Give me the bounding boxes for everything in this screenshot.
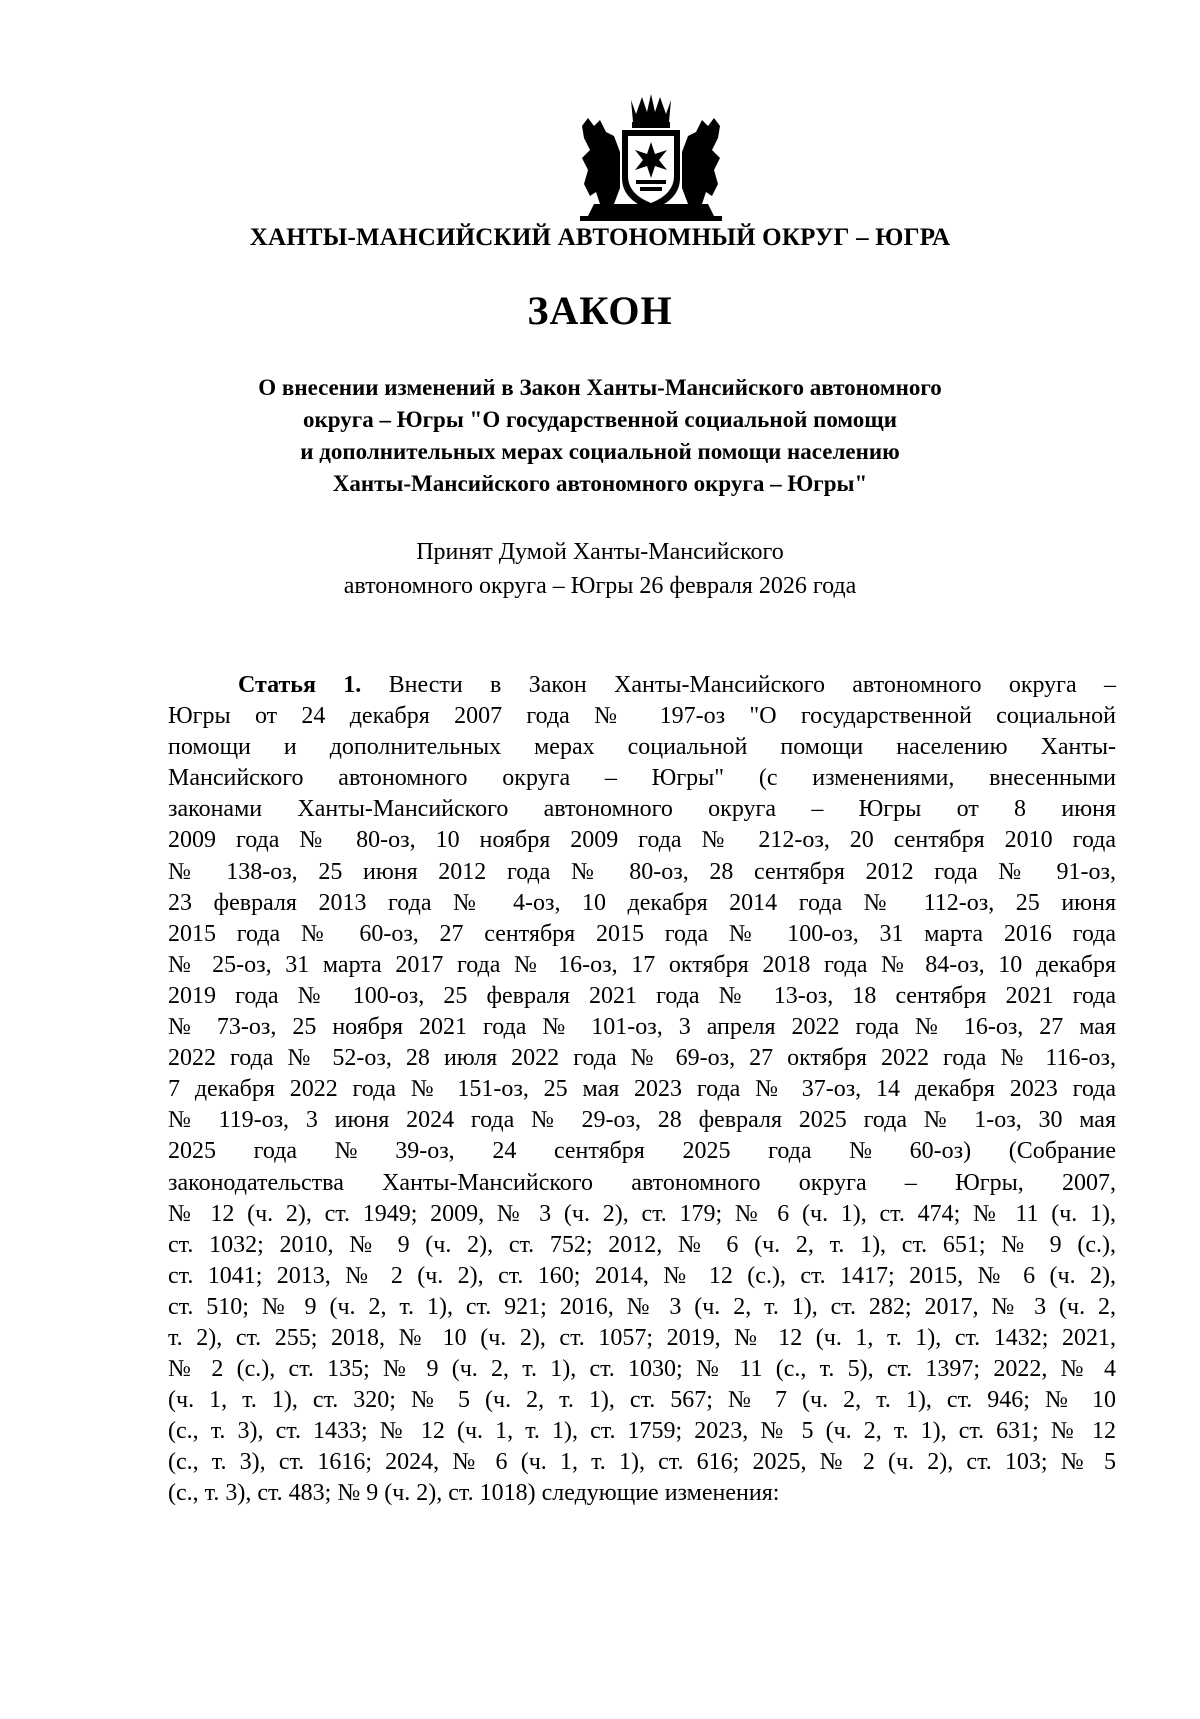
article-word: 60-оз) <box>909 1138 972 1165</box>
article-line: ст. 1032; 2010, № 9 (ч. 2), ст. 752; 2012, № 6 (ч. 2, т. 1), ст. 651; № 9 (с.), <box>168 1231 1116 1258</box>
article-line: (с., т. 3), ст. 1616; 2024, № 6 (ч. 1, т. 1), ст. 616; 2025, № 2 (ч. 2), ст. 103; № 5 <box>168 1449 1116 1476</box>
article-line: 7 декабря 2022 года № 151-оз, 25 мая 2023 года № 37-оз, 14 декабря 2023 года <box>168 1076 1116 1103</box>
article-word: сентября <box>553 1138 645 1165</box>
article-word: 39-оз, <box>395 1138 455 1165</box>
adoption-line: Принят Думой Ханты-Мансийского <box>416 539 784 565</box>
article-line: законами Ханты-Мансийского автономного округа – Югры от 8 июня <box>168 796 1116 823</box>
article-line: (с., т. 3), ст. 483; № 9 (ч. 2), ст. 1018) следующие изменения: <box>168 1480 780 1507</box>
article-line: № 138-оз, 25 июня 2012 года № 80-оз, 28 сентября 2012 года № 91-оз, <box>168 858 1116 885</box>
article-line: № 12 (ч. 2), ст. 1949; 2009, № 3 (ч. 2), ст. 179; № 6 (ч. 1), ст. 474; № 11 (ч. 1), <box>168 1200 1116 1227</box>
article-line: 2009 года № 80-оз, 10 ноября 2009 года № 212-оз, 20 сентября 2010 года <box>168 827 1116 854</box>
article-line: (ч. 1, т. 1), ст. 320; № 5 (ч. 2, т. 1), ст. 567; № 7 (ч. 2, т. 1), ст. 946; № 10 <box>168 1387 1116 1414</box>
subject-line: и дополнительных мерах социальной помощи населению <box>300 439 900 464</box>
article-line: Мансийского автономного округа – Югры" (с изменениями, внесенными <box>168 765 1116 792</box>
article-first-line-text: Внести в Закон Ханты-Мансийского автономного округа – <box>388 672 1117 698</box>
document-type-title: ЗАКОН <box>527 288 673 333</box>
article-line: № 73-оз, 25 ноября 2021 года № 101-оз, 3 апреля 2022 года № 16-оз, 27 мая <box>168 1014 1116 1041</box>
article-line: законодательства Ханты-Мансийского автономного округа – Югры, 2007, <box>168 1169 1116 1196</box>
article-word: 2025 <box>168 1138 216 1165</box>
article-word: года <box>253 1138 298 1165</box>
article-line: 23 февраля 2013 года № 4-оз, 10 декабря 2014 года № 112-оз, 25 июня <box>168 889 1116 916</box>
article-line: 2019 года № 100-оз, 25 февраля 2021 года № 13-оз, 18 сентября 2021 года <box>168 982 1116 1009</box>
article-line <box>168 1136 1116 1167</box>
article-line: ст. 510; № 9 (ч. 2, т. 1), ст. 921; 2016, № 3 (ч. 2, т. 1), ст. 282; 2017, № 3 (ч. 2, <box>168 1293 1116 1320</box>
article-line: Югры от 24 декабря 2007 года № 197-оз "О государственной социальной <box>168 703 1116 730</box>
article-line: 2022 года № 52-оз, 28 июля 2022 года № 69-оз, 27 октября 2022 года № 116-оз, <box>168 1045 1116 1072</box>
law-subject <box>150 372 1050 500</box>
article-word: № <box>334 1138 358 1165</box>
article-line: № 25-оз, 31 марта 2017 года № 16-оз, 17 октября 2018 года № 84-оз, 10 декабря <box>168 951 1116 978</box>
article-line: 2015 года № 60-оз, 27 сентября 2015 года № 100-оз, 31 марта 2016 года <box>168 920 1116 947</box>
coat-of-arms-icon <box>576 92 726 222</box>
article-line: т. 2), ст. 255; 2018, № 10 (ч. 2), ст. 1057; 2019, № 12 (ч. 1, т. 1), ст. 1432; 2021, <box>168 1324 1116 1351</box>
adoption-note <box>150 535 1050 603</box>
article-line: помощи и дополнительных мерах социальной помощи населению Ханты- <box>168 734 1116 761</box>
article-word: № <box>849 1138 873 1165</box>
article-line <box>168 670 1116 701</box>
article-word: 24 <box>492 1138 517 1165</box>
article-1 <box>168 670 1116 1510</box>
article-word: (Собрание <box>1008 1138 1116 1165</box>
adoption-line: автономного округа – Югры 26 февраля 2026 года <box>343 573 857 599</box>
subject-line: О внесении изменений в Закон Ханты-Мансийского автономного <box>258 375 942 400</box>
article-line: № 119-оз, 3 июня 2024 года № 29-оз, 28 февраля 2025 года № 1-оз, 30 мая <box>168 1107 1116 1134</box>
article-line: ст. 1041; 2013, № 2 (ч. 2), ст. 160; 2014, № 12 (с.), ст. 1417; 2015, № 6 (ч. 2), <box>168 1262 1116 1289</box>
region-title: ХАНТЫ-МАНСИЙСКИЙ АВТОНОМНЫЙ ОКРУГ – ЮГРА <box>249 224 951 251</box>
article-line: № 2 (с.), ст. 135; № 9 (ч. 2, т. 1), ст. 1030; № 11 (с., т. 5), ст. 1397; 2022, № 4 <box>168 1356 1116 1383</box>
article-word: 2025 <box>682 1138 731 1165</box>
article-heading: Статья 1. <box>238 672 362 698</box>
article-word: года <box>768 1138 812 1165</box>
subject-line: округа – Югры "О государственной социальной помощи <box>303 407 897 432</box>
subject-line: Ханты-Мансийского автономного округа – Югры" <box>332 471 868 496</box>
article-line: (с., т. 3), ст. 1433; № 12 (ч. 1, т. 1), ст. 1759; 2023, № 5 (ч. 2, т. 1), ст. 631; № 12 <box>168 1418 1116 1445</box>
